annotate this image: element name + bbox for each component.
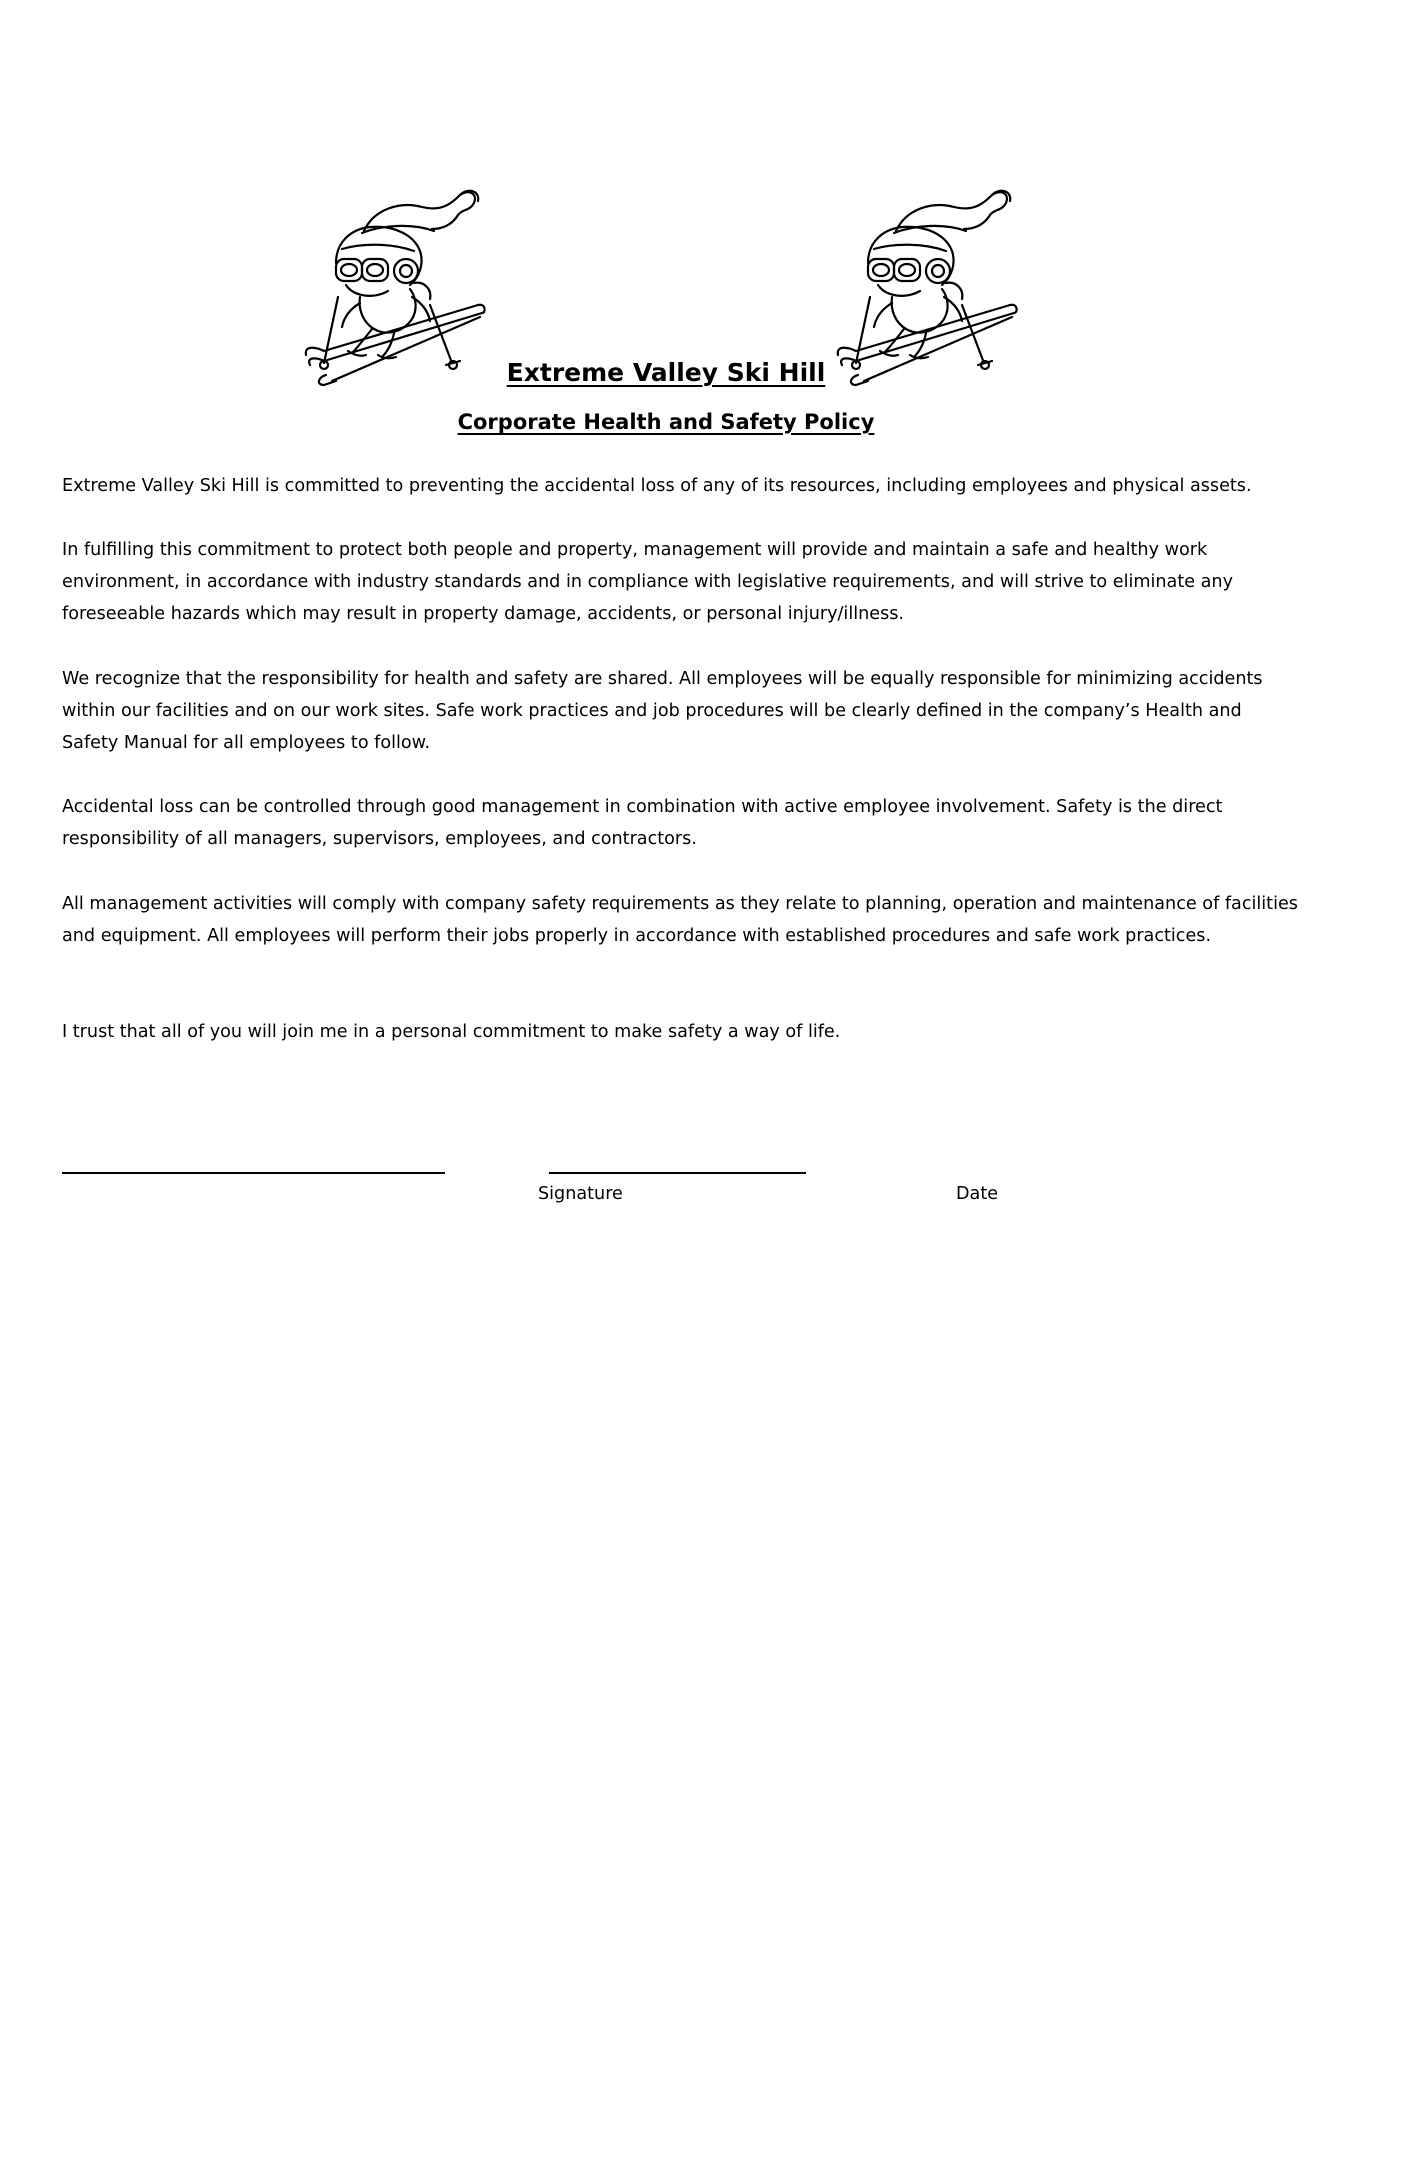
policy-paragraph: Extreme Valley Ski Hill is committed to preventing the accidental loss of any of its resources, including employees and physical assets. bbox=[62, 476, 1252, 496]
signature-label: Signature bbox=[538, 1184, 623, 1204]
document-title: Extreme Valley Ski Hill bbox=[506, 358, 826, 387]
policy-paragraph: Accidental loss can be controlled through good management in combination with active employee involvement. Safety is the direct responsibility of all managers, supervisors, employees, and contractors. bbox=[62, 797, 1223, 849]
date-label: Date bbox=[956, 1184, 999, 1204]
signature-line bbox=[62, 1172, 445, 1174]
date-line bbox=[549, 1172, 806, 1174]
document-subtitle: Corporate Health and Safety Policy bbox=[457, 410, 875, 434]
policy-paragraph: In fulfilling this commitment to protect both people and property, management will provide and maintain a safe and healthy work environment, in accordance with industry standards and in compliance with legislative requirements, and will strive to eliminate any foreseeable hazards which may result in property damage, accidents, or personal injury/illness. bbox=[62, 540, 1233, 624]
policy-paragraph: I trust that all of you will join me in a personal commitment to make safety a way of life. bbox=[62, 1022, 841, 1042]
policy-paragraph: All management activities will comply with company safety requirements as they relate to planning, operation and maintenance of facilities and equipment. All employees will perform their jobs properly in accordance with established procedures and safe work practices. bbox=[62, 894, 1298, 946]
policy-paragraph: We recognize that the responsibility for health and safety are shared. All employees will be equally responsible for minimizing accidents within our facilities and on our work sites. Safe work practices and job procedures will be clearly defined in the company’s Health and Safety Manual for all employees to follow. bbox=[62, 669, 1263, 753]
